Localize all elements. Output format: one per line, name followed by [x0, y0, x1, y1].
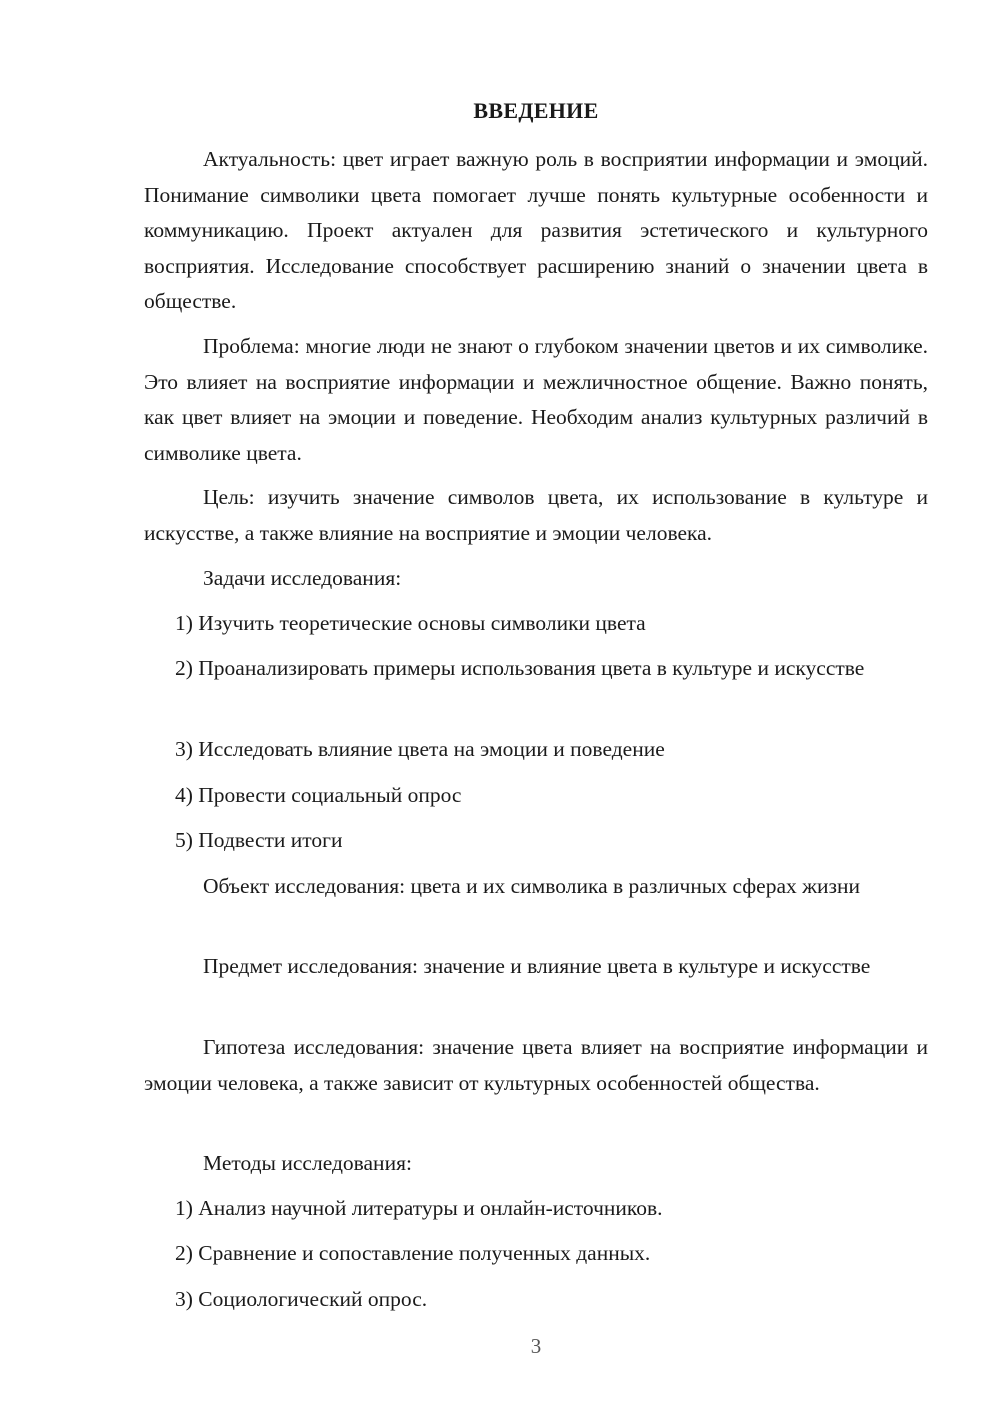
methods-label: Методы исследования:	[203, 1151, 412, 1175]
goal-paragraph: Цель: изучить значение символов цвета, их использование в культуре и искусстве, а также влияние на восприятие и эмоции человека.	[144, 485, 928, 545]
task-item: 3) Исследовать влияние цвета на эмоции и поведение	[175, 737, 665, 761]
task-item: 2) Проанализировать примеры использования цвета в культуре и искусстве	[175, 656, 865, 680]
task-item: 4) Провести социальный опрос	[175, 783, 462, 807]
problem-paragraph: Проблема: многие люди не знают о глубоком значении цветов и их символике. Это влияет на восприятие информации и межличностное общение. Важно понять, как цвет влияет на эмоции и поведение. Необходим анализ культурных различий в символике цвета.	[144, 334, 928, 465]
hypothesis-paragraph: Гипотеза исследования: значение цвета влияет на восприятие информации и эмоции человека, а также зависит от культурных особенностей общества.	[144, 1035, 928, 1095]
document-page	[144, 0, 928, 1414]
page-title: ВВЕДЕНИЕ	[473, 98, 599, 123]
tasks-label: Задачи исследования:	[203, 566, 402, 590]
method-item: 2) Сравнение и сопоставление полученных данных.	[175, 1241, 651, 1265]
method-item: 1) Анализ научной литературы и онлайн-источников.	[175, 1196, 663, 1220]
task-item: 5) Подвести итоги	[175, 828, 343, 852]
object-paragraph: Объект исследования: цвета и их символика в различных сферах жизни	[203, 874, 861, 898]
page-number: 3	[530, 1334, 542, 1358]
task-item: 1) Изучить теоретические основы символики цвета	[175, 611, 646, 635]
relevance-paragraph: Актуальность: цвет играет важную роль в восприятии информации и эмоций. Понимание символики цвета помогает лучше понять культурные особенности и коммуникацию. Проект актуален для развития эстетического и культурного восприятия. Исследование способствует расширению знаний о значении цвета в обществе.	[144, 147, 928, 313]
subject-paragraph: Предмет исследования: значение и влияние цвета в культуре и искусстве	[203, 954, 871, 978]
method-item: 3) Социологический опрос.	[175, 1287, 428, 1311]
